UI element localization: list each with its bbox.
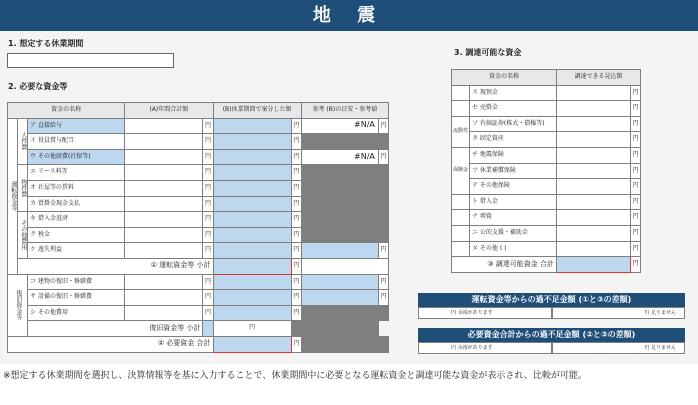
row-label: キ 借入金返済 [28, 212, 125, 228]
col-b-header: (B)休業期間で案分した額 [213, 103, 301, 119]
input-b-シ[interactable] [213, 305, 291, 321]
input-a-イ[interactable] [125, 134, 203, 150]
subtotal-2-label: 復旧資金等 小計 [28, 321, 203, 337]
input-b-ケ[interactable] [213, 243, 291, 259]
input-チ[interactable] [557, 147, 631, 163]
group-hoken: 保険金 [452, 147, 470, 194]
required-funds-table: 資金の名称 (A)年間合計額 (B)休業期間で案分した額 参考 (B)の目安・参考値 運転資金等 人件費 ア 直接給与 円 円 #N/A 円 イ 役員賞与配当 円 円 ウ その他経費(社保等) 円 円 #N/A 円 物件費 エ リース料等 円 円 オ 社屋等の賃料 円 円 カ 買掛金現金支払 円 円 その他費用 キ 借入金返済 円 円 ク 税金 円 円 ケ 逸失利益 円 円 円 ① 運転資金等 小計 円 復旧資金等 コ 建物の復旧・修繕費 円 円 円 サ 設備の復旧・修繕費 円 円 円 シ その他費用 円 円 復旧資金等 小計 円 ② 必要資金 合計 円 [7, 102, 389, 353]
input-ニ[interactable] [557, 225, 631, 241]
input-a-シ[interactable] [125, 305, 203, 321]
input-a-コ[interactable] [125, 274, 203, 290]
col-amount-header: 調達できる見込額 [557, 70, 641, 86]
input-タ[interactable] [557, 132, 631, 148]
diff2-shortfall: 円 足りません [552, 342, 685, 354]
input-a-サ[interactable] [125, 290, 203, 306]
input-a-ウ[interactable] [125, 149, 203, 165]
input-b-サ[interactable] [213, 290, 291, 306]
total-value [213, 336, 291, 352]
input-b-ウ[interactable] [213, 149, 291, 165]
input-テ[interactable] [557, 179, 631, 195]
row-label: ナ 増資 [470, 210, 557, 226]
row-label: コ 建物の復旧・修繕費 [28, 274, 125, 290]
input-ナ[interactable] [557, 210, 631, 226]
row-label: サ 設備の復旧・修繕費 [28, 290, 125, 306]
row-label: ソ 有価証券(株式・債権等) [470, 116, 557, 132]
row-label: ツ 休業補償保険 [470, 163, 557, 179]
row-label: セ 売掛金 [470, 101, 557, 117]
group-sonota: その他費用 [18, 212, 28, 259]
available-total-label: ③ 調達可能資金 合計 [452, 257, 557, 273]
input-a-キ[interactable] [125, 212, 203, 228]
diff1-header: 運転資金等からの過不足金額 (①と③の差額) [418, 293, 685, 307]
page-title: 地 震 [0, 0, 698, 31]
input-a-エ[interactable] [125, 165, 203, 181]
input-ス[interactable] [557, 85, 631, 101]
subtotal-1-label: ① 運転資金等 小計 [18, 258, 213, 274]
row-label: タ 固定資産 [470, 132, 557, 148]
input-ソ[interactable] [557, 116, 631, 132]
row-label: ス 現預金 [470, 85, 557, 101]
group-jinkenhi: 人件費 [18, 118, 28, 165]
input-b-ク[interactable] [213, 227, 291, 243]
row-label: カ 買掛金現金支払 [28, 196, 125, 212]
worksheet [0, 31, 698, 364]
total-label: ② 必要資金 合計 [8, 336, 214, 352]
row-label: ニ 公的支援・補助金 [470, 225, 557, 241]
input-b-カ[interactable] [213, 196, 291, 212]
row-label: ア 直接給与 [28, 118, 125, 134]
section2-heading: 2. 必要な資金等 [8, 82, 68, 91]
leave-period-select[interactable] [7, 53, 174, 68]
row-label: シ その他費用 [28, 305, 125, 321]
diff2-surplus: 円 余裕があります [418, 342, 552, 354]
group-ryudo: 流動性 [452, 116, 470, 147]
col-a-header: (A)年間合計額 [125, 103, 213, 119]
input-a-ケ[interactable] [125, 243, 203, 259]
input-b-キ[interactable] [213, 212, 291, 228]
input-b-コ[interactable] [213, 274, 291, 290]
input-b-エ[interactable] [213, 165, 291, 181]
input-ツ[interactable] [557, 163, 631, 179]
col-name-header: 資金の名称 [8, 103, 125, 119]
input-a-ク[interactable] [125, 227, 203, 243]
col-ref-header: 参考 (B)の目安・参考値 [301, 103, 388, 119]
diff1-shortfall: 円 足りません [552, 307, 685, 319]
input-b-オ[interactable] [213, 180, 291, 196]
input-a-カ[interactable] [125, 196, 203, 212]
row-label: ケ 逸失利益 [28, 243, 125, 259]
row-label: ヌ その他 ( ) [470, 241, 557, 257]
ref-value: #N/A [301, 149, 378, 165]
ref-input-コ[interactable] [301, 274, 378, 290]
input-ト[interactable] [557, 194, 631, 210]
input-a-ア[interactable] [125, 118, 203, 134]
group-unten: 運転資金等 [8, 118, 18, 274]
group-butsukenhi: 物件費 [18, 165, 28, 212]
col-name-header: 資金の名称 [452, 70, 557, 86]
ref-value: #N/A [301, 118, 378, 134]
group-fukkyu: 復旧資金等 [8, 274, 28, 336]
ref-input-サ[interactable] [301, 290, 378, 306]
subtotal-1-value [213, 258, 291, 274]
ref-input-ケ[interactable] [301, 243, 378, 259]
available-funds-table: 資金の名称 調達できる見込額 ス 現預金 円 セ 売掛金 円 流動性 ソ 有価証券(株式・債権等) 円 タ 固定資産 円 保険金 チ 地震保険 円 ツ 休業補償保険 円 テ その他保険 円 ト 借入金 円 ナ 増資 円 ニ 公的支援・補助金 円 ヌ その他 ( ) 円 ③ 調達可能資金 合計 円 [451, 69, 641, 273]
diff1-surplus: 円 余裕があります [418, 307, 552, 319]
row-label: オ 社屋等の賃料 [28, 180, 125, 196]
row-label: チ 地震保険 [470, 147, 557, 163]
available-total-value [557, 257, 631, 273]
input-a-オ[interactable] [125, 180, 203, 196]
row-label: エ リース料等 [28, 165, 125, 181]
row-label: ク 税金 [28, 227, 125, 243]
section3-heading: 3. 調達可能な資金 [454, 48, 522, 57]
row-label: ウ その他経費(社保等) [28, 149, 125, 165]
row-label: イ 役員賞与配当 [28, 134, 125, 150]
diff2-header: 必要資金合計からの過不足金額 (②と③の差額) [418, 328, 685, 342]
section1-heading: 1. 想定する休業期間 [8, 39, 84, 48]
input-b-イ[interactable] [213, 134, 291, 150]
input-ヌ[interactable] [557, 241, 631, 257]
subtotal-2-value [203, 321, 213, 337]
input-セ[interactable] [557, 101, 631, 117]
footnote: ※想定する休業期間を選択し、決算情報等を基に入力することで、休業期間中に必要となる運転資金と調達可能な資金が表示され、比較が可能。 [3, 371, 587, 381]
input-b-ア[interactable] [213, 118, 291, 134]
row-label: ト 借入金 [470, 194, 557, 210]
row-label: テ その他保険 [470, 179, 557, 195]
